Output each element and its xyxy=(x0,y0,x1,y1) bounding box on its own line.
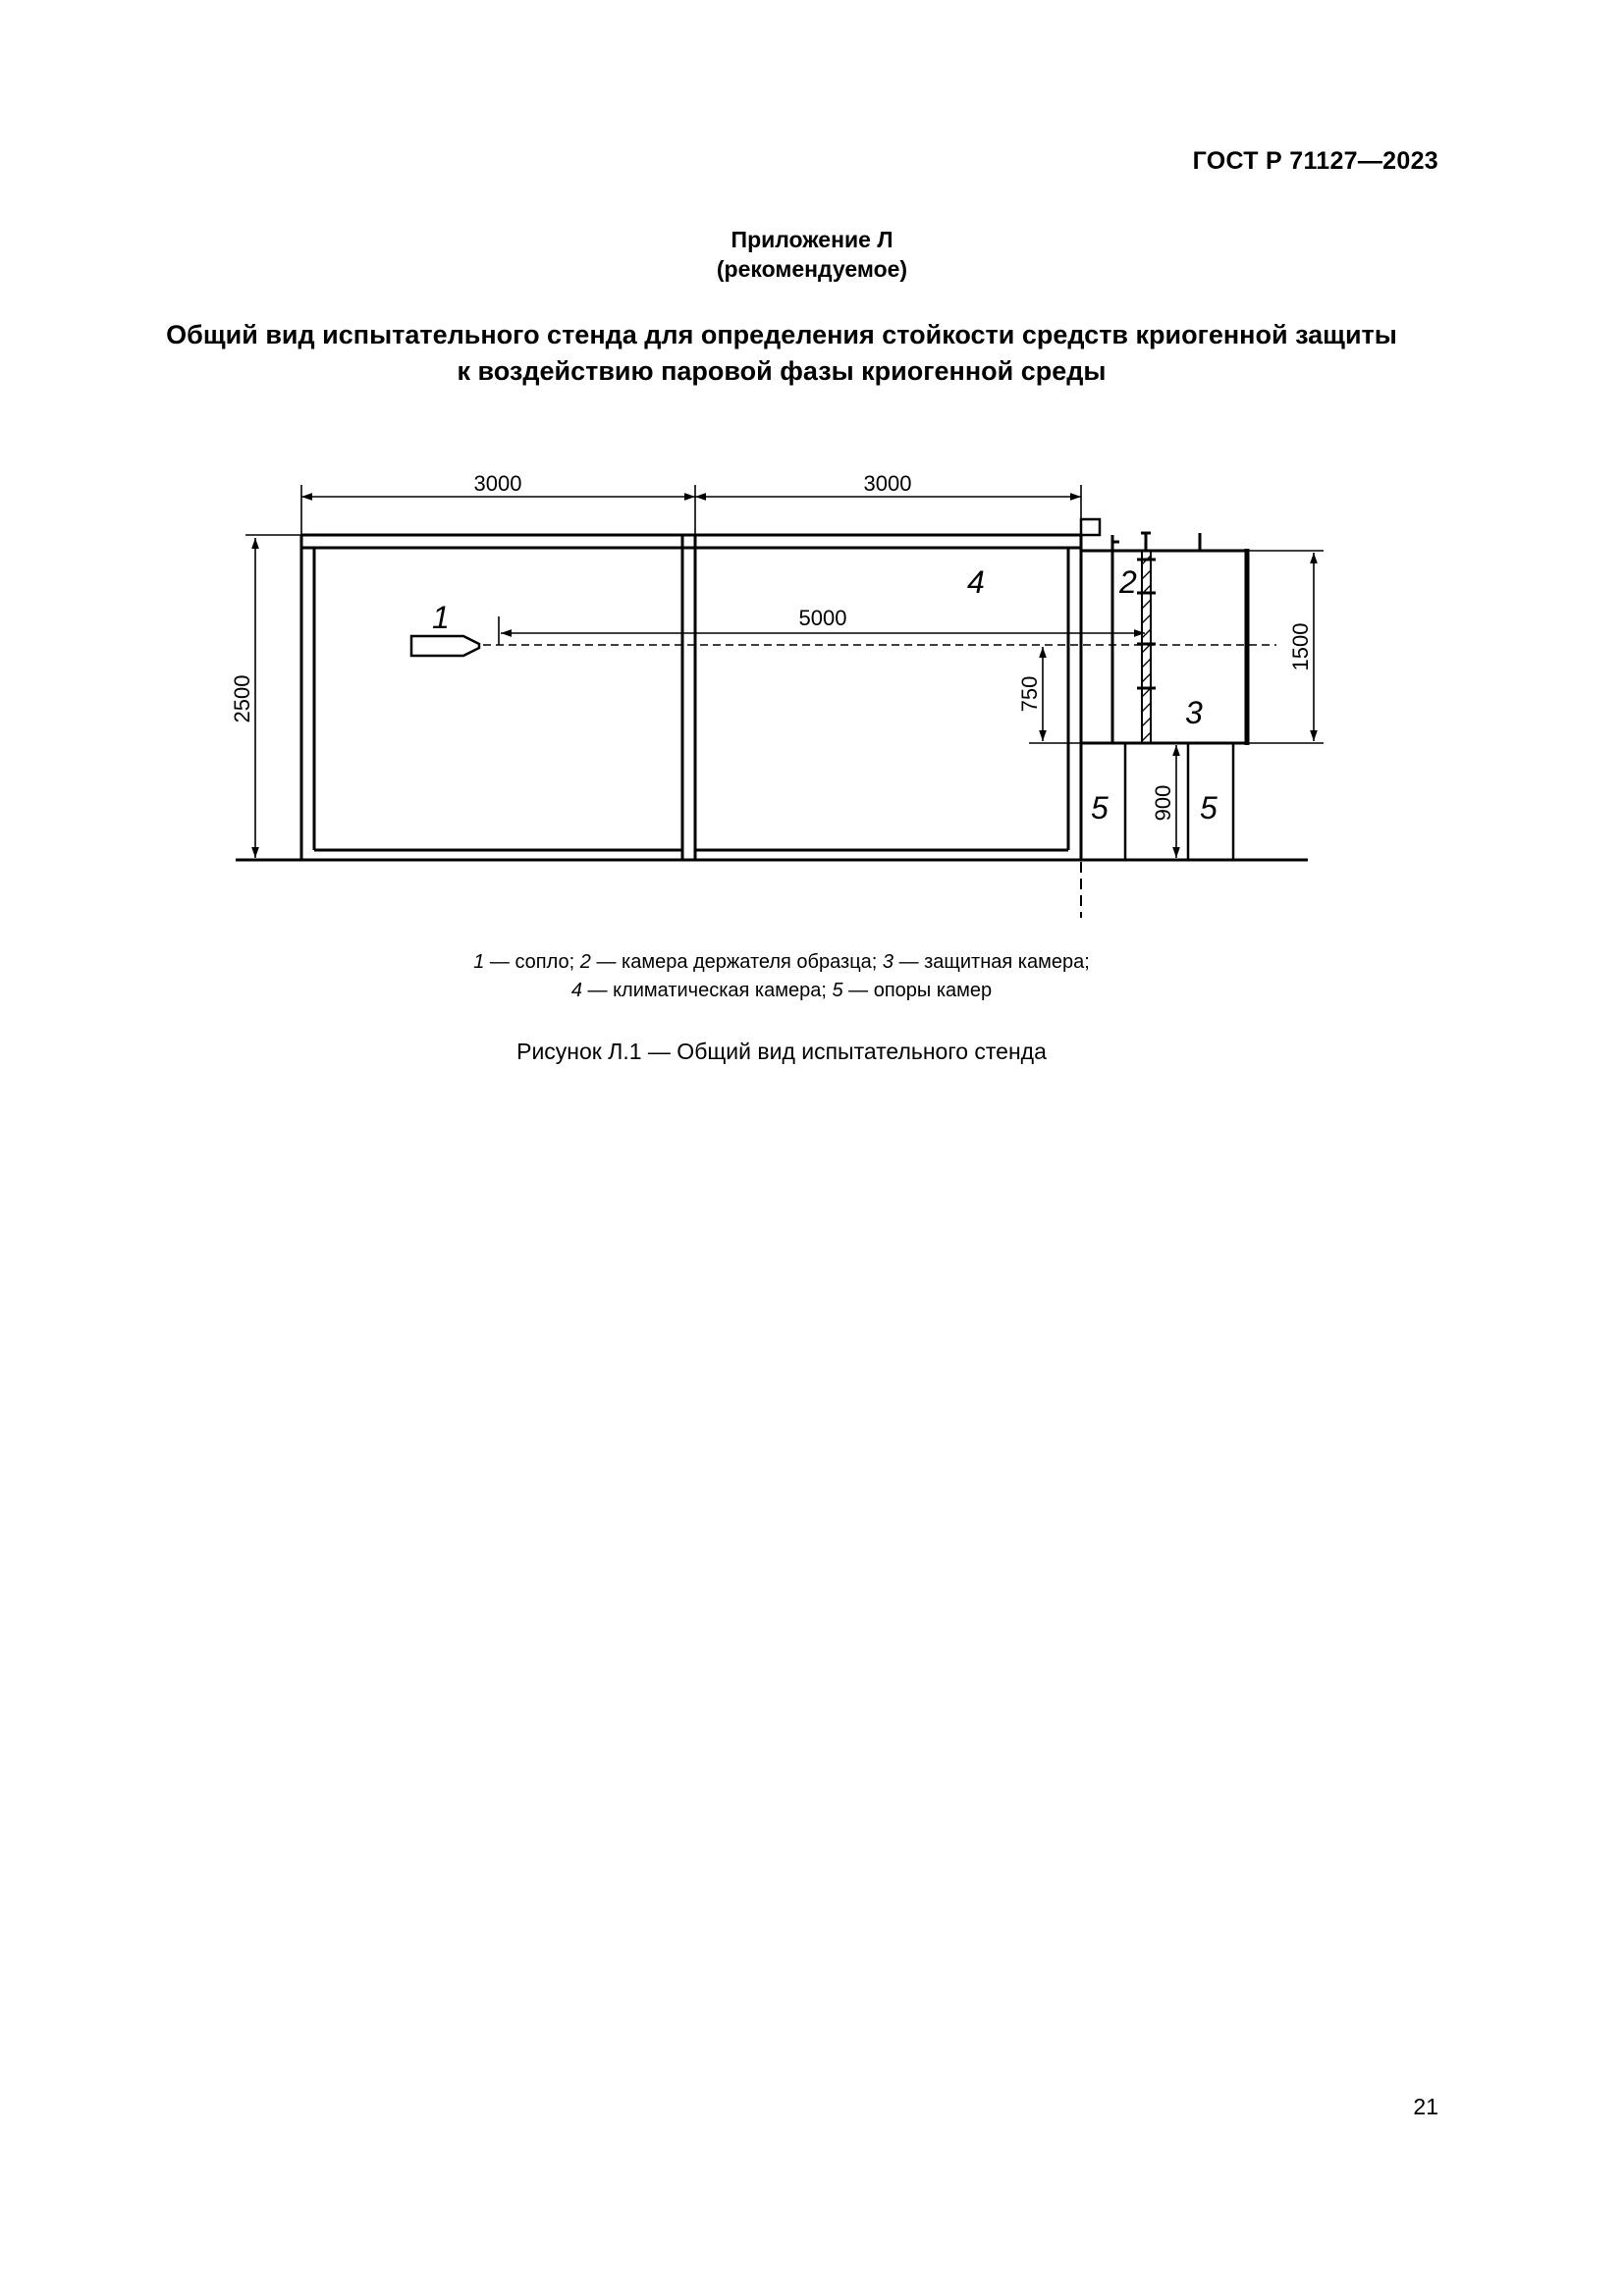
legend-num-3: 3 xyxy=(882,951,894,973)
callout-holder-chamber: 2 xyxy=(1119,564,1137,600)
callout-protective-chamber: 3 xyxy=(1185,695,1203,730)
legend-num-4: 4 xyxy=(570,980,582,1001)
dim-chamber-height-label: 1500 xyxy=(1288,622,1313,671)
callout-nozzle: 1 xyxy=(432,600,450,635)
legend-text-1: — сопло; xyxy=(484,951,580,973)
dim-left-width-label: 3000 xyxy=(473,471,522,496)
climatic-chamber xyxy=(301,535,1081,860)
legend-text-5: — опоры камер xyxy=(842,980,993,1001)
legend-line-2 xyxy=(0,977,1563,1005)
dim-support-height-label: 900 xyxy=(1151,784,1175,822)
callout-support-right: 5 xyxy=(1200,790,1218,826)
dim-height-label: 2500 xyxy=(230,674,254,723)
legend-num-5: 5 xyxy=(832,980,843,1001)
callout-support-left: 5 xyxy=(1091,790,1109,826)
dim-nozzle-distance-label: 5000 xyxy=(798,606,847,630)
figure-legend xyxy=(0,948,1563,1005)
page-number: 21 xyxy=(1413,2094,1438,2119)
legend-text-3: — защитная камера; xyxy=(893,951,1090,973)
top-fitting xyxy=(1081,519,1100,535)
legend-text-4: — климатическая камера; xyxy=(581,980,833,1001)
document-title-line-2: к воздействию паровой фазы криогенной среды xyxy=(457,356,1107,386)
legend-line-1 xyxy=(0,948,1563,977)
dim-axis-height-label: 750 xyxy=(1017,675,1042,713)
legend-text-2: — камера держателя образца; xyxy=(590,951,883,973)
standard-code: ГОСТ Р 71127—2023 xyxy=(1192,147,1438,175)
figure-caption: Рисунок Л.1 — Общий вид испытательного стенда xyxy=(516,1039,1047,1064)
callout-climatic-chamber: 4 xyxy=(967,564,985,600)
sample-holder-chamber xyxy=(1081,535,1151,743)
document-title-line-1: Общий вид испытательного стенда для определения стойкости средств криогенной защиты xyxy=(166,320,1397,349)
appendix-status: (рекомендуемое) xyxy=(716,256,908,282)
sample-holder-plate xyxy=(1142,551,1151,743)
legend-num-1: 1 xyxy=(473,951,485,973)
dim-right-width-label: 3000 xyxy=(863,471,912,496)
legend-num-2: 2 xyxy=(579,951,591,973)
dim-left-width xyxy=(301,485,1081,535)
appendix-label: Приложение Л xyxy=(731,227,893,252)
nozzle xyxy=(411,636,479,656)
